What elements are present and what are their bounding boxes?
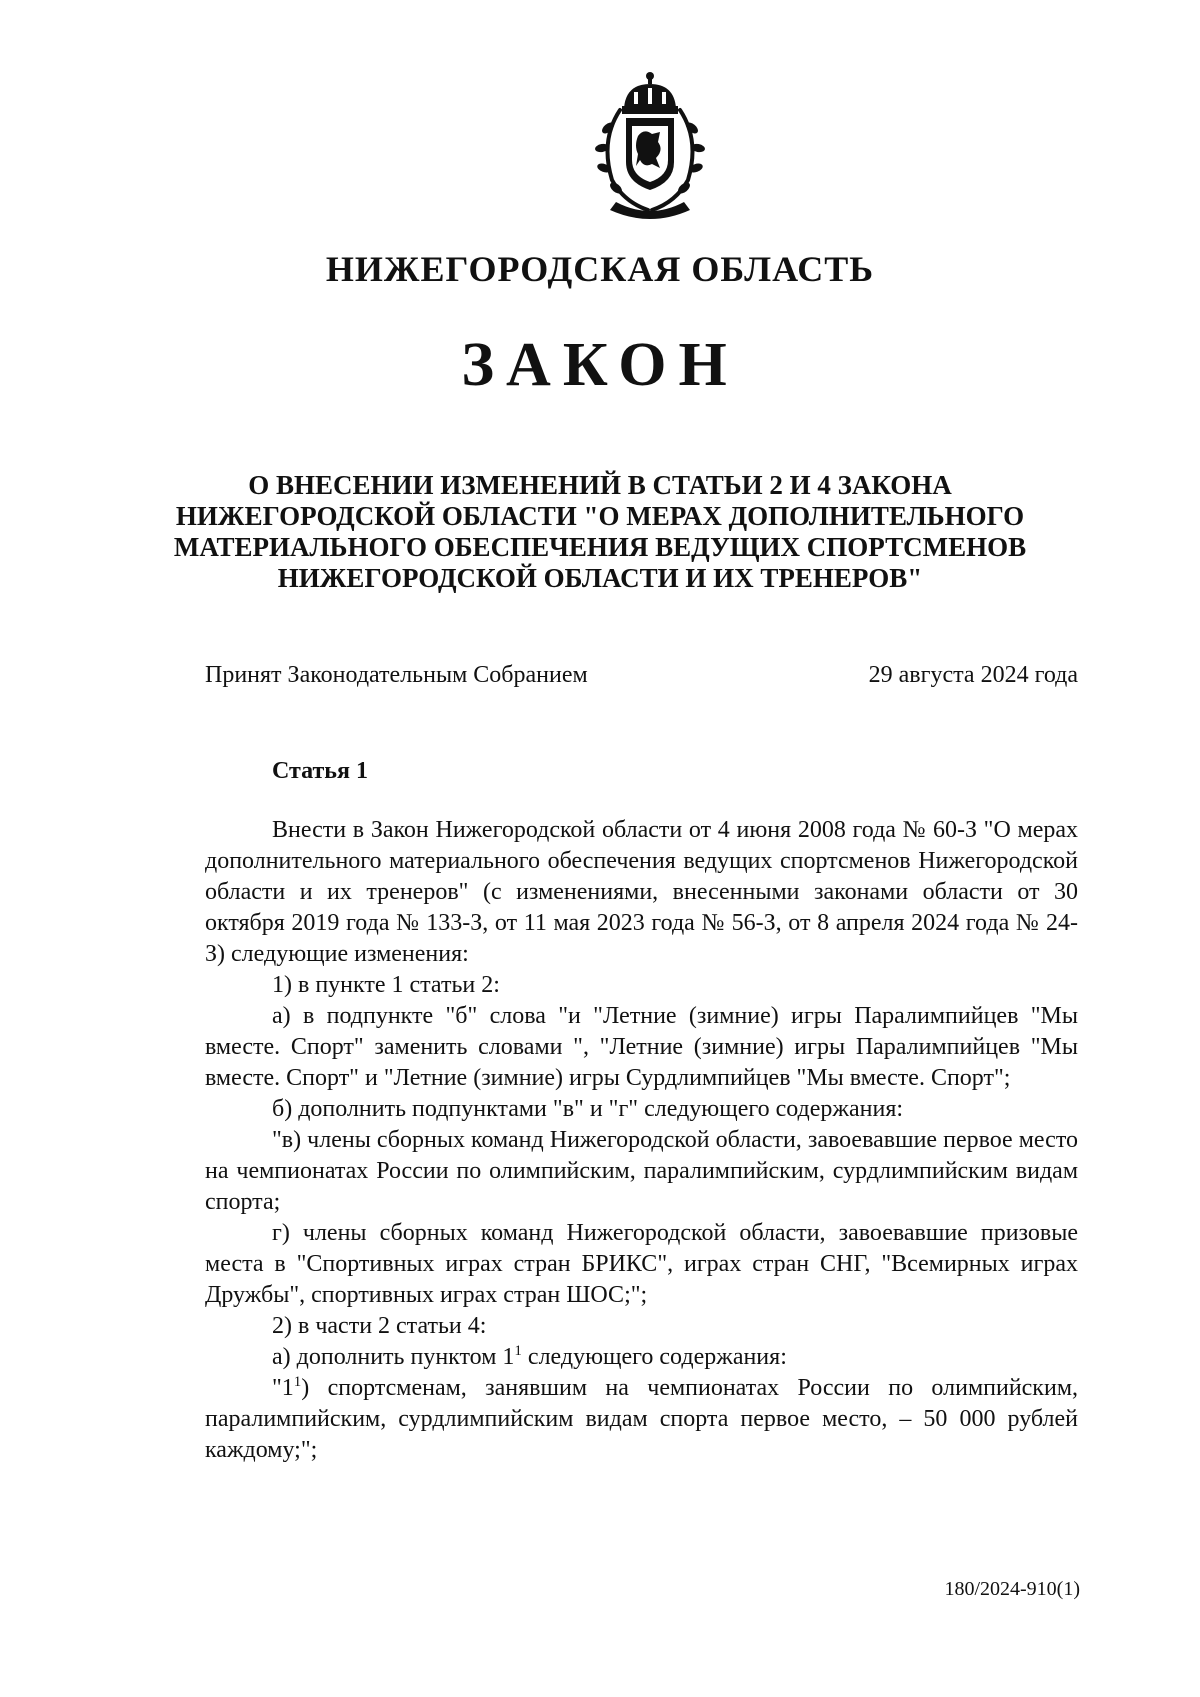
paragraph-text: следующего содержания: [521, 1344, 787, 1370]
law-title-line: О ВНЕСЕНИИ ИЗМЕНЕНИЙ В СТАТЬИ 2 И 4 ЗАКОНА [248, 470, 952, 500]
coat-of-arms-emblem [586, 70, 714, 220]
article-paragraph: Внести в Закон Нижегородской области от 4 июня 2008 года № 60-З "О мерах дополнительного материального обеспечения ведущих спортсменов Нижегородской области и их тренеров" (с изменениями, внесенными законами области от 30 октября 2019 года № 133-З, от 11 мая 2023 года № 56-З, от 8 апреля 2024 года № 24-З) следующие изменения: [205, 817, 1078, 967]
adoption-date: 29 августа 2024 года [868, 662, 1078, 688]
superscript: 1 [293, 1374, 302, 1390]
article-heading: Статья 1 [272, 758, 368, 784]
region-name: НИЖЕГОРОДСКАЯ ОБЛАСТЬ [325, 249, 875, 289]
law-title [150, 470, 1050, 594]
article-paragraph: 1) в пункте 1 статьи 2: [272, 972, 500, 998]
article-paragraph: б) дополнить подпунктами "в" и "г" следующего содержания: [272, 1096, 904, 1122]
law-title-line: НИЖЕГОРОДСКОЙ ОБЛАСТИ "О МЕРАХ ДОПОЛНИТЕЛЬНОГО [175, 501, 1025, 531]
document-type: ЗАКОН [461, 331, 739, 399]
article-paragraph: "в) члены сборных команд Нижегородской области, завоевавшие первое место на чемпионатах России по олимпийским, паралимпийским, сурдлимпийским видам спорта; [205, 1127, 1078, 1215]
paragraph-text: "1 [272, 1375, 294, 1401]
document-number: 180/2024-910(1) [944, 1578, 1080, 1600]
article-paragraph: г) члены сборных команд Нижегородской области, завоевавшие призовые места в "Спортивных играх стран БРИКС", играх стран СНГ, "Всемирных играх Дружбы", спортивных играх стран ШОС;"; [205, 1220, 1078, 1308]
adoption-label: Принят Законодательным Собранием [205, 662, 588, 688]
article-paragraph: 2) в части 2 статьи 4: [272, 1313, 487, 1339]
article-paragraph [205, 1373, 1078, 1466]
law-title-line: НИЖЕГОРОДСКОЙ ОБЛАСТИ И ИХ ТРЕНЕРОВ" [277, 563, 923, 593]
article-paragraph [205, 1342, 1078, 1373]
article-paragraph: а) в подпункте "б" слова "и "Летние (зимние) игры Паралимпийцев "Мы вместе. Спорт" заменить словами ", "Летние (зимние) игры Паралимпийцев "Мы вместе. Спорт" и "Летние (зимние) игры Сурдлимпийцев "Мы вместе. Спорт"; [205, 1003, 1078, 1091]
paragraph-text: ) спортсменам, занявшим на чемпионатах России по олимпийским, паралимпийским, сурдлимпийским видам спорта первое место, – 50 000 рублей каждому;"; [205, 1375, 1078, 1463]
law-title-line: МАТЕРИАЛЬНОГО ОБЕСПЕЧЕНИЯ ВЕДУЩИХ СПОРТСМЕНОВ [173, 532, 1027, 562]
superscript: 1 [514, 1343, 522, 1359]
article-body [205, 815, 1078, 1466]
paragraph-text: а) дополнить пунктом 1 [272, 1344, 515, 1370]
